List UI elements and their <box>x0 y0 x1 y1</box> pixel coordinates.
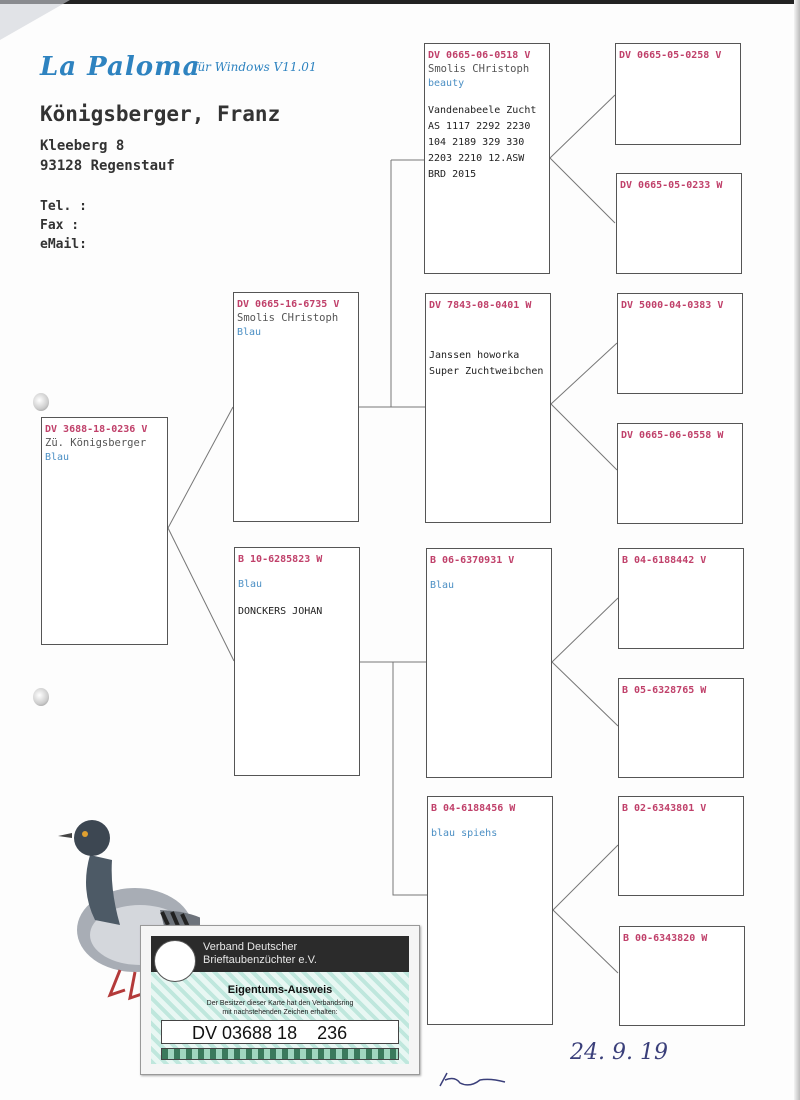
pedigree-box-mfm <box>618 678 744 778</box>
pigeon-color: Blau <box>45 452 70 463</box>
pigeon-note: DONCKERS JOHAN <box>238 606 323 617</box>
pedigree-box-mmm <box>619 926 745 1026</box>
ring-number: B 00-6343820 W <box>623 933 708 944</box>
pedigree-box-father <box>233 292 359 522</box>
pedigree-box-ff <box>424 43 550 274</box>
card-ring-number: DV 03688 18 236 <box>161 1020 399 1044</box>
pigeon-emblem-icon <box>154 940 196 982</box>
pedigree-box-mff <box>618 548 744 649</box>
pigeon-note: Vandenabeele Zucht <box>428 105 537 116</box>
ring-number: DV 0665-05-0233 W <box>620 180 723 191</box>
owner-city: 93128 Regenstauf <box>40 158 175 174</box>
app-version: für Windows V11.01 <box>193 60 317 74</box>
ring-number: B 05-6328765 W <box>622 685 707 696</box>
ring-number: B 10-6285823 W <box>238 554 323 565</box>
ring-number: DV 0665-16-6735 V <box>237 299 340 310</box>
breeder-name: Smolis CHristoph <box>428 63 530 75</box>
pigeon-note: BRD 2015 <box>428 169 477 180</box>
ring-number: DV 7843-08-0401 W <box>429 300 532 311</box>
ring-number: DV 5000-04-0383 V <box>621 300 724 311</box>
pedigree-box-ffm <box>616 173 742 274</box>
breeder-name: Zü. Königsberger <box>45 437 147 449</box>
tel-label: Tel. : <box>40 199 87 214</box>
pigeon-note: 2203 2210 12.ASW <box>428 153 525 164</box>
ring-number: B 06-6370931 V <box>430 555 515 566</box>
ring-number: B 04-6188442 V <box>622 555 707 566</box>
pigeon-color: Blau <box>238 579 263 590</box>
pigeon-note: Super Zuchtweibchen <box>429 366 544 377</box>
pedigree-box-mm <box>427 796 553 1025</box>
pigeon-note: AS 1117 2292 2230 <box>428 121 531 132</box>
card-text: Der Besitzer dieser Karte hat den Verbandsring mit nachstehenden Zeichen erhalten: <box>206 1000 354 1016</box>
breeder-name: Smolis CHristoph <box>237 312 339 324</box>
pigeon-note: 104 2189 329 330 <box>428 137 525 148</box>
pigeon-color: Blau <box>430 580 455 591</box>
card-org-line2: Brieftaubenzüchter e.V. <box>203 954 317 966</box>
card-org-line1: Verband Deutscher <box>203 941 298 953</box>
handwritten-signature <box>435 1068 515 1093</box>
ring-number: DV 0665-06-0558 W <box>621 430 724 441</box>
card-header <box>151 936 409 972</box>
owner-street: Kleeberg 8 <box>40 138 125 154</box>
pedigree-box-mother <box>234 547 360 776</box>
pigeon-color: blau spiehs <box>431 828 498 839</box>
pigeon-color: Blau <box>237 327 262 338</box>
ring-number: B 04-6188456 W <box>431 803 516 814</box>
pedigree-box-mmf <box>618 796 744 896</box>
ring-number: DV 0665-06-0518 V <box>428 50 531 61</box>
pedigree-box-subject <box>41 417 168 645</box>
app-logo: La Paloma <box>40 52 201 82</box>
ring-number: DV 3688-18-0236 V <box>45 424 148 435</box>
pedigree-box-fmm <box>617 423 743 524</box>
email-label: eMail: <box>40 237 87 252</box>
pedigree-box-mf <box>426 548 552 778</box>
owner-name: Königsberger, Franz <box>40 102 281 126</box>
pigeon-note: Janssen howorka <box>429 350 520 361</box>
fax-label: Fax : <box>40 218 80 233</box>
ring-number: DV 0665-05-0258 V <box>619 50 722 61</box>
card-title: Eigentums-Ausweis <box>227 984 333 996</box>
pedigree-box-fff <box>615 43 741 145</box>
ownership-card <box>140 925 420 1075</box>
pedigree-box-fmf <box>617 293 743 394</box>
pigeon-color: beauty <box>428 78 465 89</box>
handwritten-date: 24. 9. 19 <box>570 1040 668 1065</box>
pedigree-box-fm <box>425 293 551 523</box>
ring-number: B 02-6343801 V <box>622 803 707 814</box>
card-security-band <box>161 1048 399 1060</box>
